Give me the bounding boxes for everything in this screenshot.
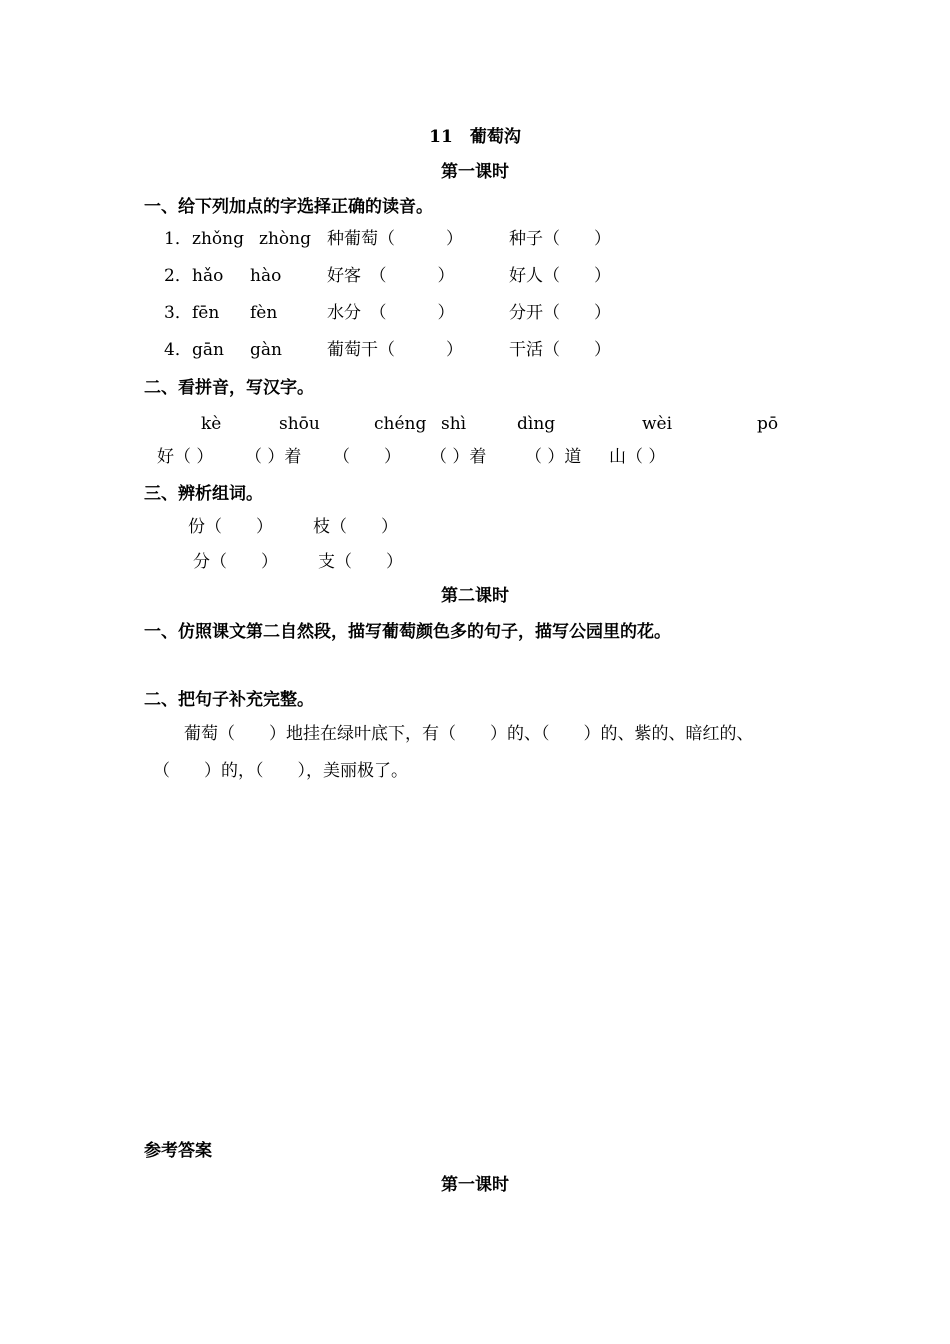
lesson-2-heading: 第二课时 — [441, 586, 509, 606]
blank-word: 山（ ） — [609, 447, 666, 467]
section-3-heading: 三、辨析组词。 — [144, 484, 263, 504]
pinyin-prompt: wèi — [642, 414, 673, 434]
answer-word: 种葡萄（ ） — [327, 229, 463, 249]
compare-word: 份（ ） — [188, 517, 273, 537]
item-number: 3． — [164, 303, 192, 323]
item-number: 1． — [164, 229, 192, 249]
answer-word: 好客 （ ） — [327, 266, 455, 286]
pinyin-prompt: shì — [441, 414, 467, 434]
pinyin-prompt: shōu — [279, 414, 320, 434]
section-2-heading: 二、看拼音，写汉字。 — [144, 378, 314, 398]
compare-word: 分（ ） — [193, 552, 278, 572]
document-title: 11 葡萄沟 — [429, 127, 521, 147]
compare-word: 支（ ） — [318, 552, 403, 572]
item-number: 4． — [164, 340, 192, 360]
blank-word: （ ） — [333, 447, 401, 467]
answer-word: 葡萄干（ ） — [327, 340, 463, 360]
blank-word: （ ）着 — [245, 447, 302, 467]
pinyin-prompt: kè — [201, 414, 222, 434]
answer-word: 分开（ ） — [509, 303, 611, 323]
pinyin-prompt: chéng — [374, 414, 427, 434]
pinyin-option: zhòng — [259, 229, 311, 249]
sentence-line: （ ）的，（ ），美丽极了。 — [153, 761, 408, 781]
blank-word: 好（ ） — [157, 447, 214, 467]
section-1-heading: 一、给下列加点的字选择正确的读音。 — [144, 197, 433, 217]
pinyin-option: fèn — [250, 303, 278, 323]
blank-word: （ ）着 — [430, 447, 487, 467]
answer-word: 好人（ ） — [509, 266, 611, 286]
section-5-heading: 二、把句子补充完整。 — [144, 690, 314, 710]
answer-word: 干活（ ） — [509, 340, 611, 360]
compare-word: 枝（ ） — [313, 517, 398, 537]
pinyin-option: hào — [250, 266, 282, 286]
pinyin-option: zhǒng — [192, 229, 244, 249]
blank-word: （ ）道 — [525, 447, 582, 467]
answer-word: 水分 （ ） — [327, 303, 455, 323]
pinyin-option: hǎo — [192, 266, 224, 286]
sentence-line: 葡萄（ ）地挂在绿叶底下，有（ ）的、（ ）的、紫的、暗红的、 — [184, 724, 754, 744]
pinyin-option: gàn — [250, 340, 282, 360]
pinyin-prompt: dìng — [517, 414, 556, 434]
pinyin-prompt: pō — [757, 414, 779, 434]
lesson-1-heading: 第一课时 — [441, 162, 509, 182]
section-4-heading: 一、仿照课文第二自然段，描写葡萄颜色多的句子，描写公园里的花。 — [144, 622, 671, 642]
answers-heading: 参考答案 — [144, 1141, 212, 1161]
pinyin-option: fēn — [192, 303, 220, 323]
pinyin-option: gān — [192, 340, 224, 360]
answer-word: 种子（ ） — [509, 229, 611, 249]
answers-lesson-1-heading: 第一课时 — [441, 1175, 509, 1195]
item-number: 2． — [164, 266, 192, 286]
